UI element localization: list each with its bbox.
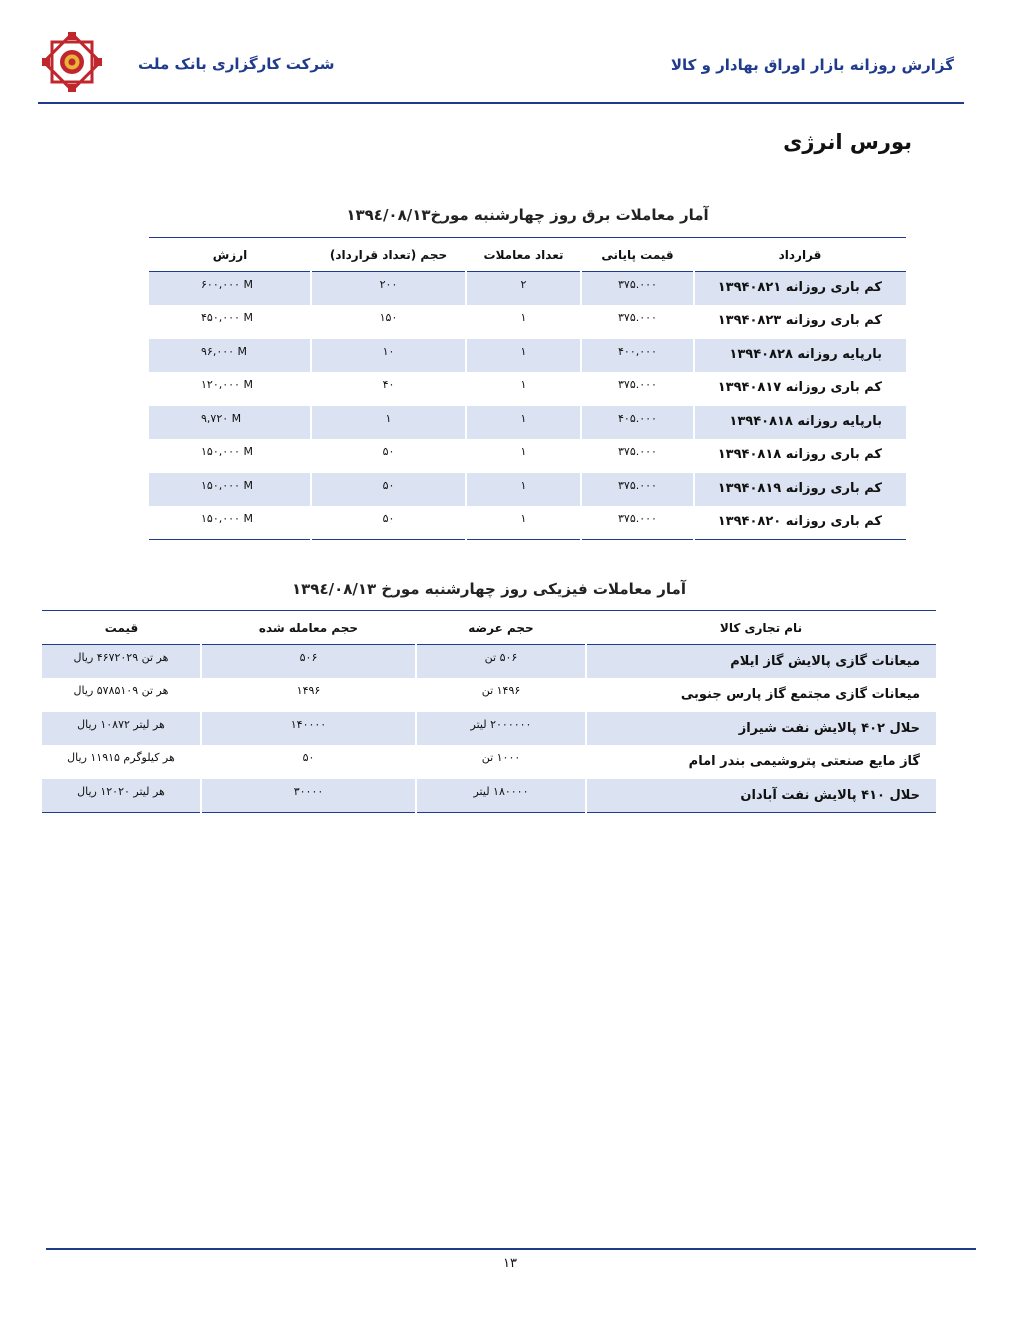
price-cell: هر لیتر ۱۰۸۷۲ ریال xyxy=(42,712,201,746)
traded-volume-cell: ۵۰۶ xyxy=(201,645,416,679)
trade-count-cell: ۱ xyxy=(466,439,581,473)
volume-cell: ۵۰ xyxy=(311,506,466,540)
product-cell: حلال ۴۰۲ پالایش نفت شیراز xyxy=(586,712,936,746)
trade-count-cell: ۱ xyxy=(466,473,581,507)
table-header-row xyxy=(149,238,906,272)
final-price-cell: ۴۰۵.۰۰۰ xyxy=(581,406,694,440)
contract-cell: کم باری روزانه ۱۳۹۴۰۸۲۳ xyxy=(717,313,882,328)
section-title: بورس انرژی xyxy=(783,130,912,154)
bank-mellat-logo-icon xyxy=(40,30,104,94)
column-header-traded-volume: حجم معامله شده xyxy=(258,620,359,635)
contract-cell: بارپایه روزانه ۱۳۹۴۰۸۲۸ xyxy=(694,339,906,373)
table-row xyxy=(149,506,906,540)
contract-cell: کم باری روزانه ۱۳۹۴۰۸۱۹ xyxy=(694,473,906,507)
volume-cell: ۵۰ xyxy=(311,439,466,473)
volume-cell: ۲۰۰ xyxy=(311,272,466,306)
final-price-cell: ۳۷۵.۰۰۰ xyxy=(581,272,694,306)
trade-count-cell: ۱ xyxy=(466,372,581,406)
price-cell: هر تن ۵۷۸۵۱۰۹ ریال xyxy=(42,678,201,712)
trade-count-cell: ۱ xyxy=(466,339,581,373)
offer-volume-cell: ۱۴۹۶ تن xyxy=(416,678,586,712)
value-cell: ۱۵۰,۰۰۰ M xyxy=(149,439,311,473)
volume-cell: ۱۰ xyxy=(311,339,466,373)
volume-cell: ۱ xyxy=(311,406,466,440)
price-cell: هر تن ۴۶۷۲۰۲۹ ریال xyxy=(42,645,201,679)
final-price-cell: ۳۷۵.۰۰۰ xyxy=(581,439,694,473)
traded-volume-cell: ۳۰۰۰۰ xyxy=(201,779,416,813)
value-cell: ۱۵۰,۰۰۰ M xyxy=(149,473,311,507)
table-row xyxy=(149,473,906,507)
column-header-price: قیمت xyxy=(104,620,139,635)
page-number: ۱۳ xyxy=(503,1256,517,1271)
value-cell: ۹,۷۲۰ M xyxy=(149,406,311,440)
traded-volume-cell: ۱۴۰۰۰۰ xyxy=(201,712,416,746)
column-header-trade-count: تعداد معاملات xyxy=(483,247,564,262)
table-row xyxy=(149,305,906,339)
table-row xyxy=(42,745,936,779)
table-row xyxy=(149,406,906,440)
table-row xyxy=(42,678,936,712)
final-price-cell: ۳۷۵.۰۰۰ xyxy=(581,473,694,507)
column-header-product: نام تجاری کالا xyxy=(719,620,803,635)
contract-cell: کم باری روزانه ۱۳۹۴۰۸۱۸ xyxy=(717,447,882,462)
table-row xyxy=(149,439,906,473)
offer-volume-cell: ۱۰۰۰ تن xyxy=(416,745,586,779)
electricity-table-caption: آمار معاملات برق روز چهارشنبه مورخ۱۳۹٤/۰۸/۱۳ xyxy=(346,206,709,224)
table-header-row xyxy=(42,611,936,645)
offer-volume-cell: ۲۰۰۰۰۰۰ لیتر xyxy=(416,712,586,746)
physical-trades-table xyxy=(42,610,936,813)
contract-cell: کم باری روزانه ۱۳۹۴۰۸۲۰ xyxy=(717,514,882,529)
traded-volume-cell: ۱۴۹۶ xyxy=(201,678,416,712)
product-cell: گاز مایع صنعتی پتروشیمی بندر امام xyxy=(688,754,920,769)
volume-cell: ۱۵۰ xyxy=(311,305,466,339)
column-header-contract: قرارداد xyxy=(778,247,822,262)
column-header-offer-volume: حجم عرضه xyxy=(468,620,534,635)
value-cell: ۶۰۰,۰۰۰ M xyxy=(149,272,311,306)
product-cell: میعانات گازی پالایش گاز ایلام xyxy=(586,645,936,679)
final-price-cell: ۴۰۰,۰۰۰ xyxy=(581,339,694,373)
product-cell: میعانات گازی مجتمع گاز پارس جنوبی xyxy=(680,687,920,702)
volume-cell: ۴۰ xyxy=(311,372,466,406)
footer-divider xyxy=(46,1248,976,1250)
header-divider xyxy=(38,102,964,104)
offer-volume-cell: ۱۸۰۰۰۰ لیتر xyxy=(416,779,586,813)
trade-count-cell: ۱ xyxy=(466,406,581,440)
value-cell: ۱۵۰,۰۰۰ M xyxy=(149,506,311,540)
contract-cell: کم باری روزانه ۱۳۹۴۰۸۲۱ xyxy=(694,272,906,306)
table-row xyxy=(149,372,906,406)
trade-count-cell: ۱ xyxy=(466,506,581,540)
final-price-cell: ۳۷۵.۰۰۰ xyxy=(581,305,694,339)
contract-cell: بارپایه روزانه ۱۳۹۴۰۸۱۸ xyxy=(694,406,906,440)
trade-count-cell: ۱ xyxy=(466,305,581,339)
electricity-trades-table xyxy=(149,237,906,540)
table-row xyxy=(42,779,936,813)
column-header-final-price: قیمت پایانی xyxy=(601,247,674,262)
price-cell: هر لیتر ۱۲۰۲۰ ریال xyxy=(42,779,201,813)
table-row xyxy=(42,645,936,679)
value-cell: ۹۶,۰۰۰ M xyxy=(149,339,311,373)
traded-volume-cell: ۵۰ xyxy=(201,745,416,779)
final-price-cell: ۳۷۵.۰۰۰ xyxy=(581,372,694,406)
report-title: گزارش روزانه بازار اوراق بهادار و کالا xyxy=(670,56,954,74)
column-header-value: ارزش xyxy=(212,247,248,262)
company-name: شرکت کارگزاری بانک ملت xyxy=(138,55,335,73)
physical-table-caption: آمار معاملات فیزیکی روز چهارشنبه مورخ ۱۳۹٤/۰۸/۱۳ xyxy=(292,580,686,598)
final-price-cell: ۳۷۵.۰۰۰ xyxy=(581,506,694,540)
offer-volume-cell: ۵۰۶ تن xyxy=(416,645,586,679)
table-row xyxy=(149,339,906,373)
contract-cell: کم باری روزانه ۱۳۹۴۰۸۱۷ xyxy=(717,380,882,395)
price-cell: هر کیلوگرم ۱۱۹۱۵ ریال xyxy=(42,745,201,779)
value-cell: ۴۵۰,۰۰۰ M xyxy=(149,305,311,339)
product-cell: حلال ۴۱۰ پالایش نفت آبادان xyxy=(586,779,936,813)
trade-count-cell: ۲ xyxy=(466,272,581,306)
column-header-volume: حجم (تعداد قرارداد) xyxy=(329,247,448,262)
value-cell: ۱۲۰,۰۰۰ M xyxy=(149,372,311,406)
table-row xyxy=(42,712,936,746)
volume-cell: ۵۰ xyxy=(311,473,466,507)
table-row xyxy=(149,272,906,306)
